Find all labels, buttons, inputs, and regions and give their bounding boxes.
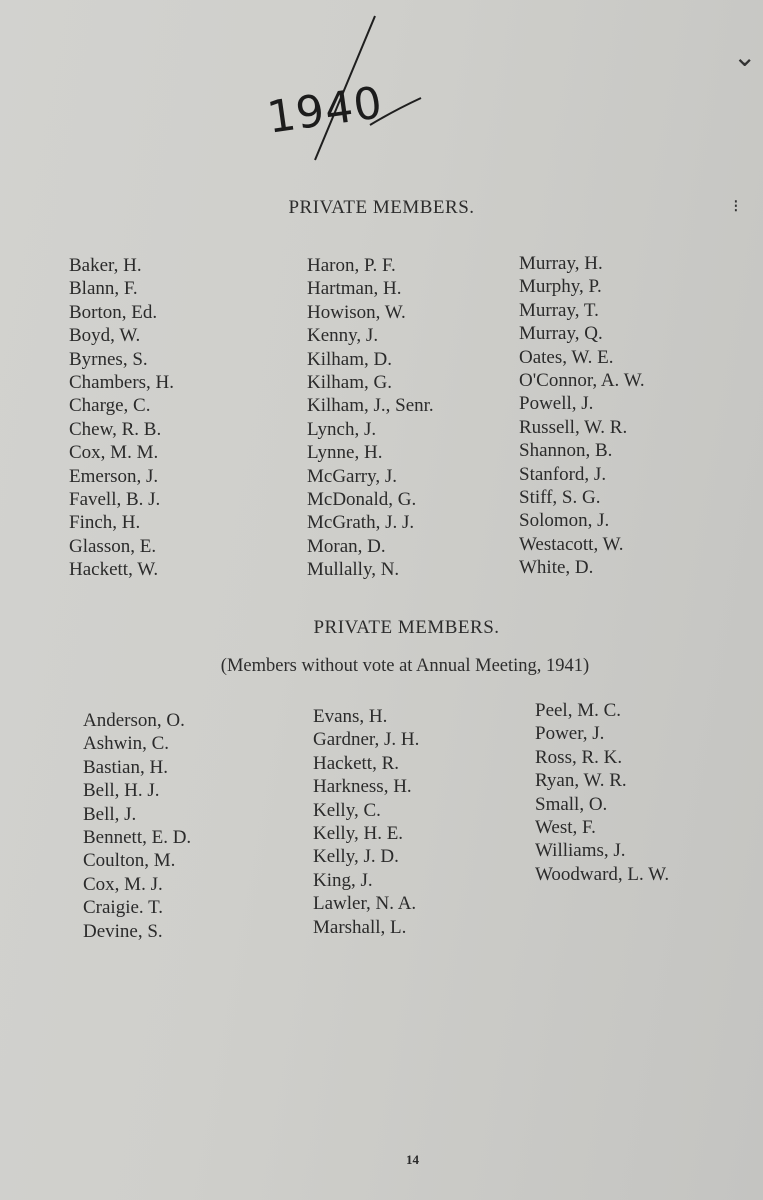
member-name: Kenny, J. [307,325,379,347]
member-name: Ashwin, C. [83,733,170,755]
corner-pen-mark: ⌄ [733,42,757,73]
member-name: Bell, H. J. [83,780,160,802]
member-name: McGarry, J. [307,465,398,487]
member-name: McGrath, J. J. [307,512,415,534]
member-name: West, F. [535,817,596,839]
member-name: Ryan, W. R. [535,770,627,792]
member-name: Kilham, J., Senr. [307,395,434,417]
member-name: Howison, W. [307,301,406,323]
member-name: Powell, J. [519,393,594,415]
member-name: Craigie. T. [83,897,164,919]
member-name: Marshall, L. [313,916,407,938]
member-name: Glasson, E. [69,535,157,557]
section-1-column-1 [69,254,174,582]
member-name: Hartman, H. [307,278,402,300]
member-name: Cox, M. M. [69,442,159,464]
member-name: Gardner, J. H. [313,729,420,751]
section-2-column-1 [83,709,191,943]
member-name: Boyd, W. [69,325,141,347]
member-name: Kilham, G. [307,372,392,394]
section-1-title: PRIVATE MEMBERS. [288,197,475,218]
member-name: Woodward, L. W. [535,863,670,885]
member-name: Lawler, N. A. [313,893,417,915]
member-name: Bell, J. [83,803,137,825]
member-name: Russell, W. R. [519,416,628,438]
member-name: Charge, C. [69,395,151,417]
member-name: Ross, R. K. [535,746,623,768]
member-name: Power, J. [535,723,605,745]
member-name: Murphy, P. [519,276,602,298]
member-name: Bennett, E. D. [83,827,192,849]
member-name: Lynch, J. [307,418,377,440]
member-name: Hackett, W. [69,559,159,581]
member-name: McDonald, G. [307,489,417,511]
section-2-subtitle: (Members without vote at Annual Meeting, 1941) [220,656,590,676]
member-name: Cox, M. J. [83,873,163,895]
member-name: Murray, H. [519,253,603,274]
page-number: 14 [406,1152,419,1167]
section-2-title: PRIVATE MEMBERS. [313,617,500,638]
member-name: Chambers, H. [69,372,175,394]
section-1-column-3 [519,252,645,580]
handwritten-year-annotation [225,10,445,180]
member-name: O'Connor, A. W. [519,370,645,392]
member-name: Favell, B. J. [69,489,161,511]
member-name: Stanford, J. [519,463,607,485]
member-name: Borton, Ed. [69,301,158,323]
member-name: Devine, S. [83,920,163,942]
member-name: Baker, H. [69,255,142,276]
section-2-column-2 [313,705,419,939]
member-name: Peel, M. C. [535,700,622,721]
member-name: Kelly, C. [313,799,381,821]
section-1-column-2 [307,254,434,582]
section-2-column-3 [535,699,669,886]
margin-pen-mark: ⁝ [733,196,739,216]
member-name: Hackett, R. [313,752,400,774]
member-name: Anderson, O. [83,710,185,731]
member-name: Murray, T. [519,299,599,321]
member-name: White, D. [519,557,594,579]
member-name: Kelly, J. D. [313,846,399,868]
member-name: King, J. [313,869,373,891]
member-name: Oates, W. E. [519,346,614,368]
member-name: Small, O. [535,793,608,815]
member-name: Westacott, W. [519,533,624,555]
member-name: Finch, H. [69,512,141,534]
member-name: Emerson, J. [69,465,159,487]
member-name: Chew, R. B. [69,418,162,440]
member-name: Mullally, N. [307,559,400,581]
member-name: Shannon, B. [519,440,613,462]
member-name: Harkness, H. [313,776,412,798]
member-name: Williams, J. [535,840,626,862]
member-name: Byrnes, S. [69,348,148,370]
member-name: Stiff, S. G. [519,487,601,509]
member-name: Haron, P. F. [307,255,396,276]
member-name: Coulton, M. [83,850,176,872]
member-name: Murray, Q. [519,323,603,345]
member-name: Kelly, H. E. [313,823,404,845]
member-name: Moran, D. [307,535,386,557]
member-name: Solomon, J. [519,510,610,532]
handwritten-year: 1940 [264,77,386,144]
member-name: Kilham, D. [307,348,392,370]
member-name: Blann, F. [69,278,138,300]
member-name: Lynne, H. [307,442,383,464]
member-name: Evans, H. [313,706,388,727]
member-name: Bastian, H. [83,756,168,778]
